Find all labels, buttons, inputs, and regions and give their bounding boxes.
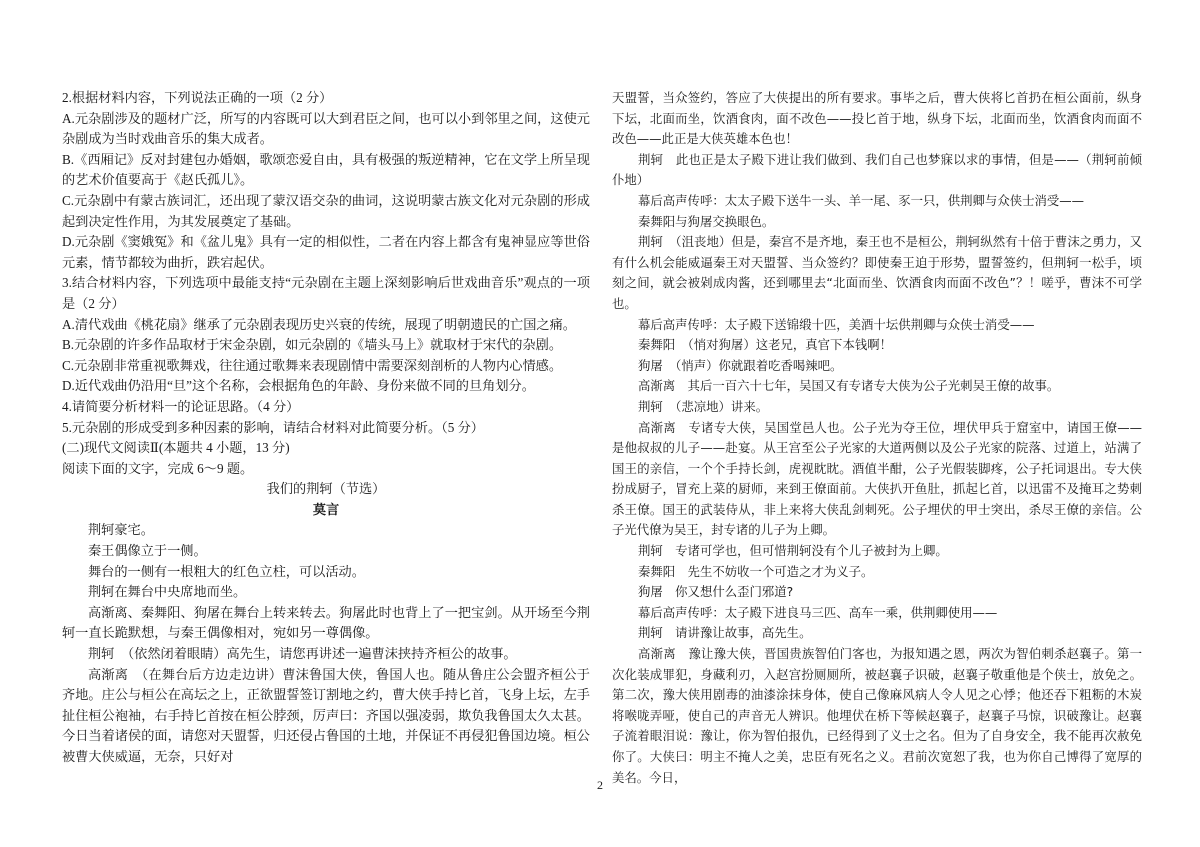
paragraph: 高渐离 豫让豫大侠，晋国贵族智伯门客也，为报知遇之恩，两次为智伯刺杀赵襄子。第一次化装成罪犯，身藏利刃，入赵宫扮厕厕所，被赵襄子识破，赵襄子敬重他是个侠士，放免之。第二次，豫大侠用剧毒的油漆涂抹身体，使自己像麻风病人令人见之心悸；他还吞下粗粝的木炭将喉咙弄哑，使自己的声音无人辨识。他埋伏在桥下等候赵襄子，赵襄子马惊，识破豫让。赵襄子流着眼泪说：豫让，你为智伯报仇，已经得到了义士之名。但为了自身安全，我不能再次赦免你了。大侠曰：明主不掩人之美，忠臣有死名之义。君前次宽恕了我，也为你自己博得了宽厚的美名。今日，	[612, 646, 1142, 785]
paragraph: 4.请简要分析材料一的论证思路。（4 分）	[62, 398, 300, 414]
paragraph: 舞台的一侧有一根粗大的红色立柱，可以活动。	[88, 563, 365, 579]
paragraph: 阅读下面的文字，完成 6～9 题。	[62, 460, 254, 476]
paragraph: 荆轲 （沮丧地）但是，秦宫不是齐地，秦王也不是桓公，荆轲纵然有十倍于曹沫之勇力，又有什么机会能威逼秦王对天盟誓、当众签约？即使秦王迫于形势，盟誓签约，但荆轲一松手，顷刻之间，就会被剁成肉酱，还到哪里去“北面而坐、饮酒食肉而面不改色”？！嗟乎，曹沫不可学也。	[612, 234, 1142, 311]
paragraph: 荆轲 请讲豫让故事，高先生。	[638, 625, 812, 641]
paragraph: 狗屠 你又想什么歪门邪道?	[638, 584, 794, 600]
paragraph: 高渐离 专诸专大侠，吴国堂邑人也。公子光为夺王位，埋伏甲兵于窟室中，请国王僚——是他叔叔的儿子——赴宴。从王宫至公子光家的大道两侧以及公子光家的院落、过道上，站满了国王的亲信，一个个手持长剑，虎视眈眈。酒值半酣，公子光假装脚疼，公子托词退出。专大侠扮成厨子，冒充上菜的厨师，来到王僚面前。大侠扒开鱼肚，抓起匕首，以迅雷不及掩耳之势刺杀王僚。国王的武装侍从，非上来将大侠乱剑刺死。公子埋伏的甲士突出，杀尽王僚的亲信。公子光代僚为吴王，封专诸的儿子为上卿。	[612, 419, 1142, 538]
left-column	[62, 88, 590, 768]
paragraph: 秦舞阳 （悄对狗屠）这老兄，真官下本钱啊！	[638, 337, 893, 353]
paragraph: 荆轲豪宅。	[88, 522, 154, 538]
paragraph: 秦王偶像立于一侧。	[88, 543, 207, 559]
paragraph: 狗屠 （悄声）你就跟着吃香喝辣吧。	[638, 357, 843, 373]
paragraph: 我们的荆轲（节选）	[266, 481, 386, 497]
paragraph: 荆轲 （悲凉地）讲来。	[638, 398, 769, 414]
paragraph: 荆轲在舞台中央席地而坐。	[88, 584, 247, 600]
paragraph: 荆轲 专诸可学也，但可惜荆轲没有个儿子被封为上卿。	[638, 543, 948, 559]
right-column	[612, 88, 1142, 788]
paragraph: 5.元杂剧的形成受到多种因素的影响，请结合材料对此简要分析。（5 分）	[62, 419, 484, 435]
paragraph: 幕后高声传呼：太太子殿下送牛一头、羊一尾、豕一只，供荆卿与众侠士消受——	[638, 192, 1085, 208]
paragraph: 荆轲 （依然闭着眼睛）高先生，请您再讲述一遍曹沫挟持齐桓公的故事。	[88, 646, 517, 662]
paragraph: 莫言	[312, 501, 340, 517]
paragraph: A.清代戏曲《桃花扇》继承了元杂剧表现历史兴衰的传统，展现了明朝遗民的亡国之痛。	[62, 316, 576, 332]
paragraph: D.元杂剧《窦娥冤》和《盆儿鬼》具有一定的相似性，二者在内容上都含有鬼神显应等世俗元素，情节都较为曲折，跌宕起伏。	[62, 234, 590, 270]
paragraph: 2.根据材料内容，下列说法正确的一项（2 分）	[62, 90, 333, 105]
paragraph: C.元杂剧中有蒙古族词汇，还出现了蒙汉语交杂的曲词，这说明蒙古族文化对元杂剧的形成起到决定性作用，为其发展奠定了基础。	[62, 192, 590, 229]
paragraph: 3.结合材料内容，下列选项中最能支持“元杂剧在主题上深刻影响后世戏曲音乐”观点的一项是（2 分）	[62, 275, 590, 311]
paragraph: A.元杂剧涉及的题材广泛，所写的内容既可以大到君臣之间，也可以小到邻里之间，这使元杂剧成为当时戏曲音乐的集大成者。	[62, 110, 590, 147]
paragraph: 幕后高声传呼：太子殿下进良马三匹、高车一乘，供荆卿使用——	[638, 604, 998, 620]
paragraph: 天盟誓，当众签约，答应了大侠提出的所有要求。事毕之后，曹大侠将匕首扔在桓公面前，纵身下坛，北面而坐，饮酒食肉，面不改色——投匕首于地，纵身下坛，北面而坐，饮酒食肉而面不改色——此正是大侠英雄本色也！	[612, 90, 1142, 147]
paragraph: 高渐离、秦舞阳、狗屠在舞台上转来转去。狗屠此时也背上了一把宝剑。从开场至今荆轲一直长跪默想，与秦王偶像相对，宛如另一尊偶像。	[62, 604, 590, 641]
paragraph: 秦舞阳与狗屠交换眼色。	[638, 213, 775, 229]
paragraph: 高渐离 （在舞台后方边走边讲）曹沫鲁国大侠，鲁国人也。随从鲁庄公会盟齐桓公于齐地。庄公与桓公在高坛之上，正欲盟誓签订割地之约，曹大侠手持匕首，飞身上坛，左手扯住桓公袍袖，右手持匕首按在桓公脖颈，厉声曰：齐国以强凌弱，欺负我鲁国太久太甚。今日当着诸侯的面，请您对天盟誓，归还侵占鲁国的土地，并保证不再侵犯鲁国边境。桓公被曹大侠威逼，无奈，只好对	[62, 666, 590, 764]
paragraph: 幕后高声传呼：太子殿下送锦缎十匹，美酒十坛供荆卿与众侠士消受——	[638, 316, 1035, 332]
paragraph: (二)现代文阅读Ⅱ(本题共 4 小题，13 分)	[62, 440, 290, 456]
page-number: 2	[597, 778, 603, 792]
paragraph: B.元杂剧的许多作品取材于宋金杂剧，如元杂剧的《墙头马上》就取材于宋代的杂剧。	[62, 337, 563, 353]
paragraph: 荆轲 此也正是太子殿下进让我们做到、我们自己也梦寐以求的事情，但是——（荆轲前倾仆地）	[612, 151, 1142, 188]
paragraph: 秦舞阳 先生不妨收一个可造之才为义子。	[638, 563, 874, 579]
paragraph: B.《西厢记》反对封建包办婚姻，歌颂恋爱自由，具有极强的叛逆精神，它在文学上所呈现的艺术价值要高于《赵氏孤儿》。	[62, 151, 590, 188]
paragraph: D.近代戏曲仍沿用“旦”这个名称，会根据角色的年龄、身份来做不同的旦角划分。	[62, 378, 535, 394]
paragraph: 高渐离 其后一百六十七年，吴国又有专诸专大侠为公子光刺吴王僚的故事。	[638, 378, 1060, 394]
paragraph: C.元杂剧非常重视歌舞戏，往往通过歌舞来表现剧情中需要深刻剖析的人物内心情感。	[62, 357, 563, 373]
